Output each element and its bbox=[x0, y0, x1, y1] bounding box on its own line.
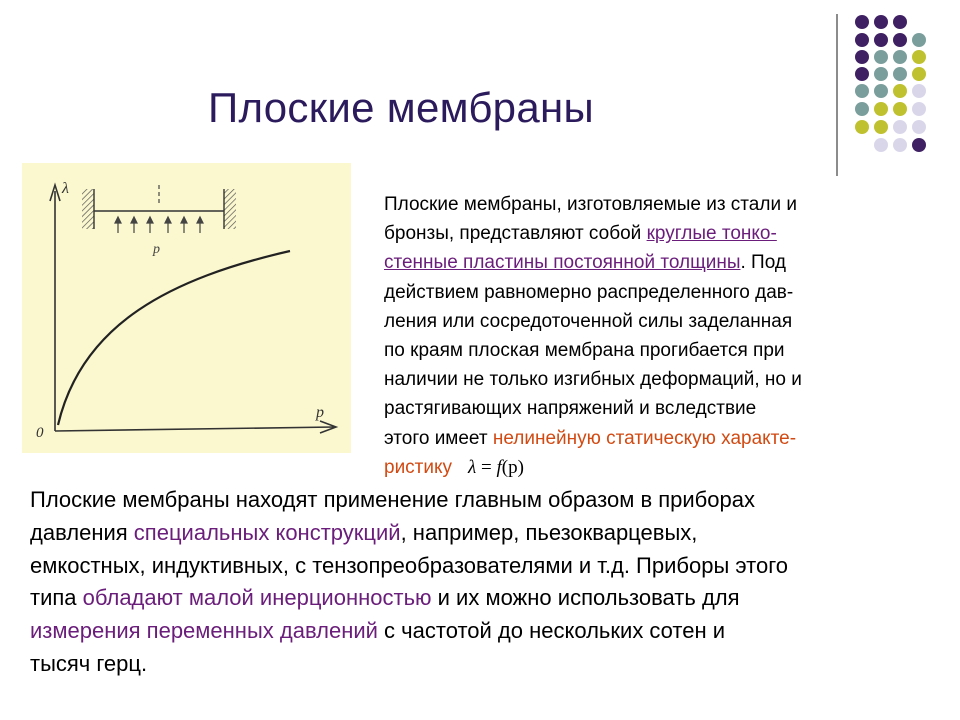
decorative-dot bbox=[855, 102, 869, 116]
origin-label: 0 bbox=[36, 425, 44, 441]
decorative-dot bbox=[855, 67, 869, 81]
highlight-nonlinear-cont: ристику bbox=[384, 456, 453, 478]
characteristic-plot bbox=[22, 163, 351, 453]
intro-paragraph bbox=[384, 190, 924, 482]
decorative-dot bbox=[874, 50, 888, 64]
intro-line-9 bbox=[384, 424, 924, 453]
highlight-low-inertia: обладают малой инерционностью bbox=[82, 585, 432, 611]
decorative-dot bbox=[893, 33, 907, 47]
highlight-variable-pressure: измерения переменных давлений bbox=[30, 618, 378, 644]
slide-title: Плоские мембраны bbox=[208, 84, 594, 131]
left-clamp bbox=[82, 189, 94, 229]
hyperlink-round-plates[interactable]: круглые тонко- bbox=[646, 223, 777, 245]
y-axis-label: λ bbox=[62, 180, 69, 197]
membrane-characteristic-figure bbox=[22, 163, 351, 453]
decorative-dot bbox=[893, 15, 907, 29]
load-label: p bbox=[153, 242, 160, 257]
decorative-dot bbox=[912, 120, 926, 134]
hyperlink-round-plates-cont[interactable]: стенные пластины постоянной толщины bbox=[384, 252, 741, 274]
app-line-5-b: с частотой до нескольких сотен и bbox=[377, 618, 726, 644]
intro-line-3-text: . Под bbox=[740, 252, 786, 274]
app-line-6: тысяч герц. bbox=[30, 650, 148, 676]
app-line-3: емкостных, индуктивных, с тензопреобразователями и т.д. Приборы этого bbox=[30, 552, 788, 578]
pressure-arrows bbox=[115, 217, 203, 233]
decorative-dot bbox=[855, 15, 869, 29]
intro-line-5: ления или сосредоточенной силы заделанная bbox=[384, 310, 793, 332]
intro-line-4: действием равномерно распределенного дав- bbox=[384, 281, 794, 303]
formula-lambda: λ bbox=[468, 456, 477, 478]
app-line-4-c: и их можно использовать для bbox=[431, 585, 740, 611]
application-paragraph bbox=[30, 484, 940, 681]
characteristic-curve bbox=[58, 251, 290, 425]
intro-line-2 bbox=[384, 219, 924, 248]
decorative-dot bbox=[855, 50, 869, 64]
intro-line-6: по краям плоская мембрана прогибается при bbox=[384, 340, 785, 362]
decorative-vertical-line bbox=[836, 14, 838, 176]
decorative-dot bbox=[893, 120, 907, 134]
highlight-special-designs: специальных конструкций bbox=[133, 519, 401, 545]
decorative-dot bbox=[874, 84, 888, 98]
decorative-dot bbox=[855, 84, 869, 98]
formula-argument: (p) bbox=[501, 456, 524, 478]
decorative-dot bbox=[912, 84, 926, 98]
decorative-dot bbox=[912, 102, 926, 116]
right-clamp bbox=[224, 189, 236, 229]
app-line-2-a: давления bbox=[30, 519, 134, 545]
decorative-dot bbox=[912, 33, 926, 47]
formula-function: f bbox=[496, 456, 502, 478]
decorative-dot bbox=[874, 33, 888, 47]
intro-line-2-text: бронзы, представляют собой bbox=[384, 223, 647, 245]
decorative-dot bbox=[874, 138, 888, 152]
intro-line-3 bbox=[384, 248, 924, 277]
decorative-dot bbox=[893, 84, 907, 98]
decorative-dot bbox=[874, 67, 888, 81]
intro-line-10 bbox=[384, 453, 924, 482]
decorative-dot bbox=[855, 120, 869, 134]
intro-line-8: растягивающих напряжений и вследствие bbox=[384, 398, 757, 420]
x-axis bbox=[55, 427, 334, 431]
decorative-dot bbox=[912, 67, 926, 81]
x-axis-label: p bbox=[316, 404, 324, 421]
decorative-dot bbox=[874, 102, 888, 116]
decorative-dot bbox=[893, 67, 907, 81]
decorative-dot bbox=[893, 50, 907, 64]
highlight-nonlinear: нелинейную статическую характе- bbox=[492, 427, 797, 449]
intro-line-9-text: этого имеет bbox=[384, 427, 493, 449]
decorative-dot bbox=[874, 120, 888, 134]
formula bbox=[468, 457, 524, 478]
decorative-dot bbox=[893, 102, 907, 116]
app-line-4 bbox=[30, 582, 940, 615]
formula-equals: = bbox=[481, 456, 492, 478]
decorative-dot bbox=[855, 33, 869, 47]
app-line-1: Плоские мембраны находят применение главным образом в приборах bbox=[30, 487, 755, 512]
app-line-2-c: , например, пьезокварцевых, bbox=[400, 519, 698, 545]
intro-line-1: Плоские мембраны, изготовляемые из стали и bbox=[384, 194, 797, 215]
decorative-dot bbox=[912, 50, 926, 64]
intro-line-7: наличии не только изгибных деформаций, но и bbox=[384, 369, 802, 391]
decorative-dot bbox=[912, 138, 926, 152]
app-line-5 bbox=[30, 615, 940, 648]
app-line-2 bbox=[30, 517, 940, 550]
app-line-4-a: типа bbox=[30, 585, 83, 611]
decorative-dot bbox=[893, 138, 907, 152]
decorative-dot bbox=[874, 15, 888, 29]
